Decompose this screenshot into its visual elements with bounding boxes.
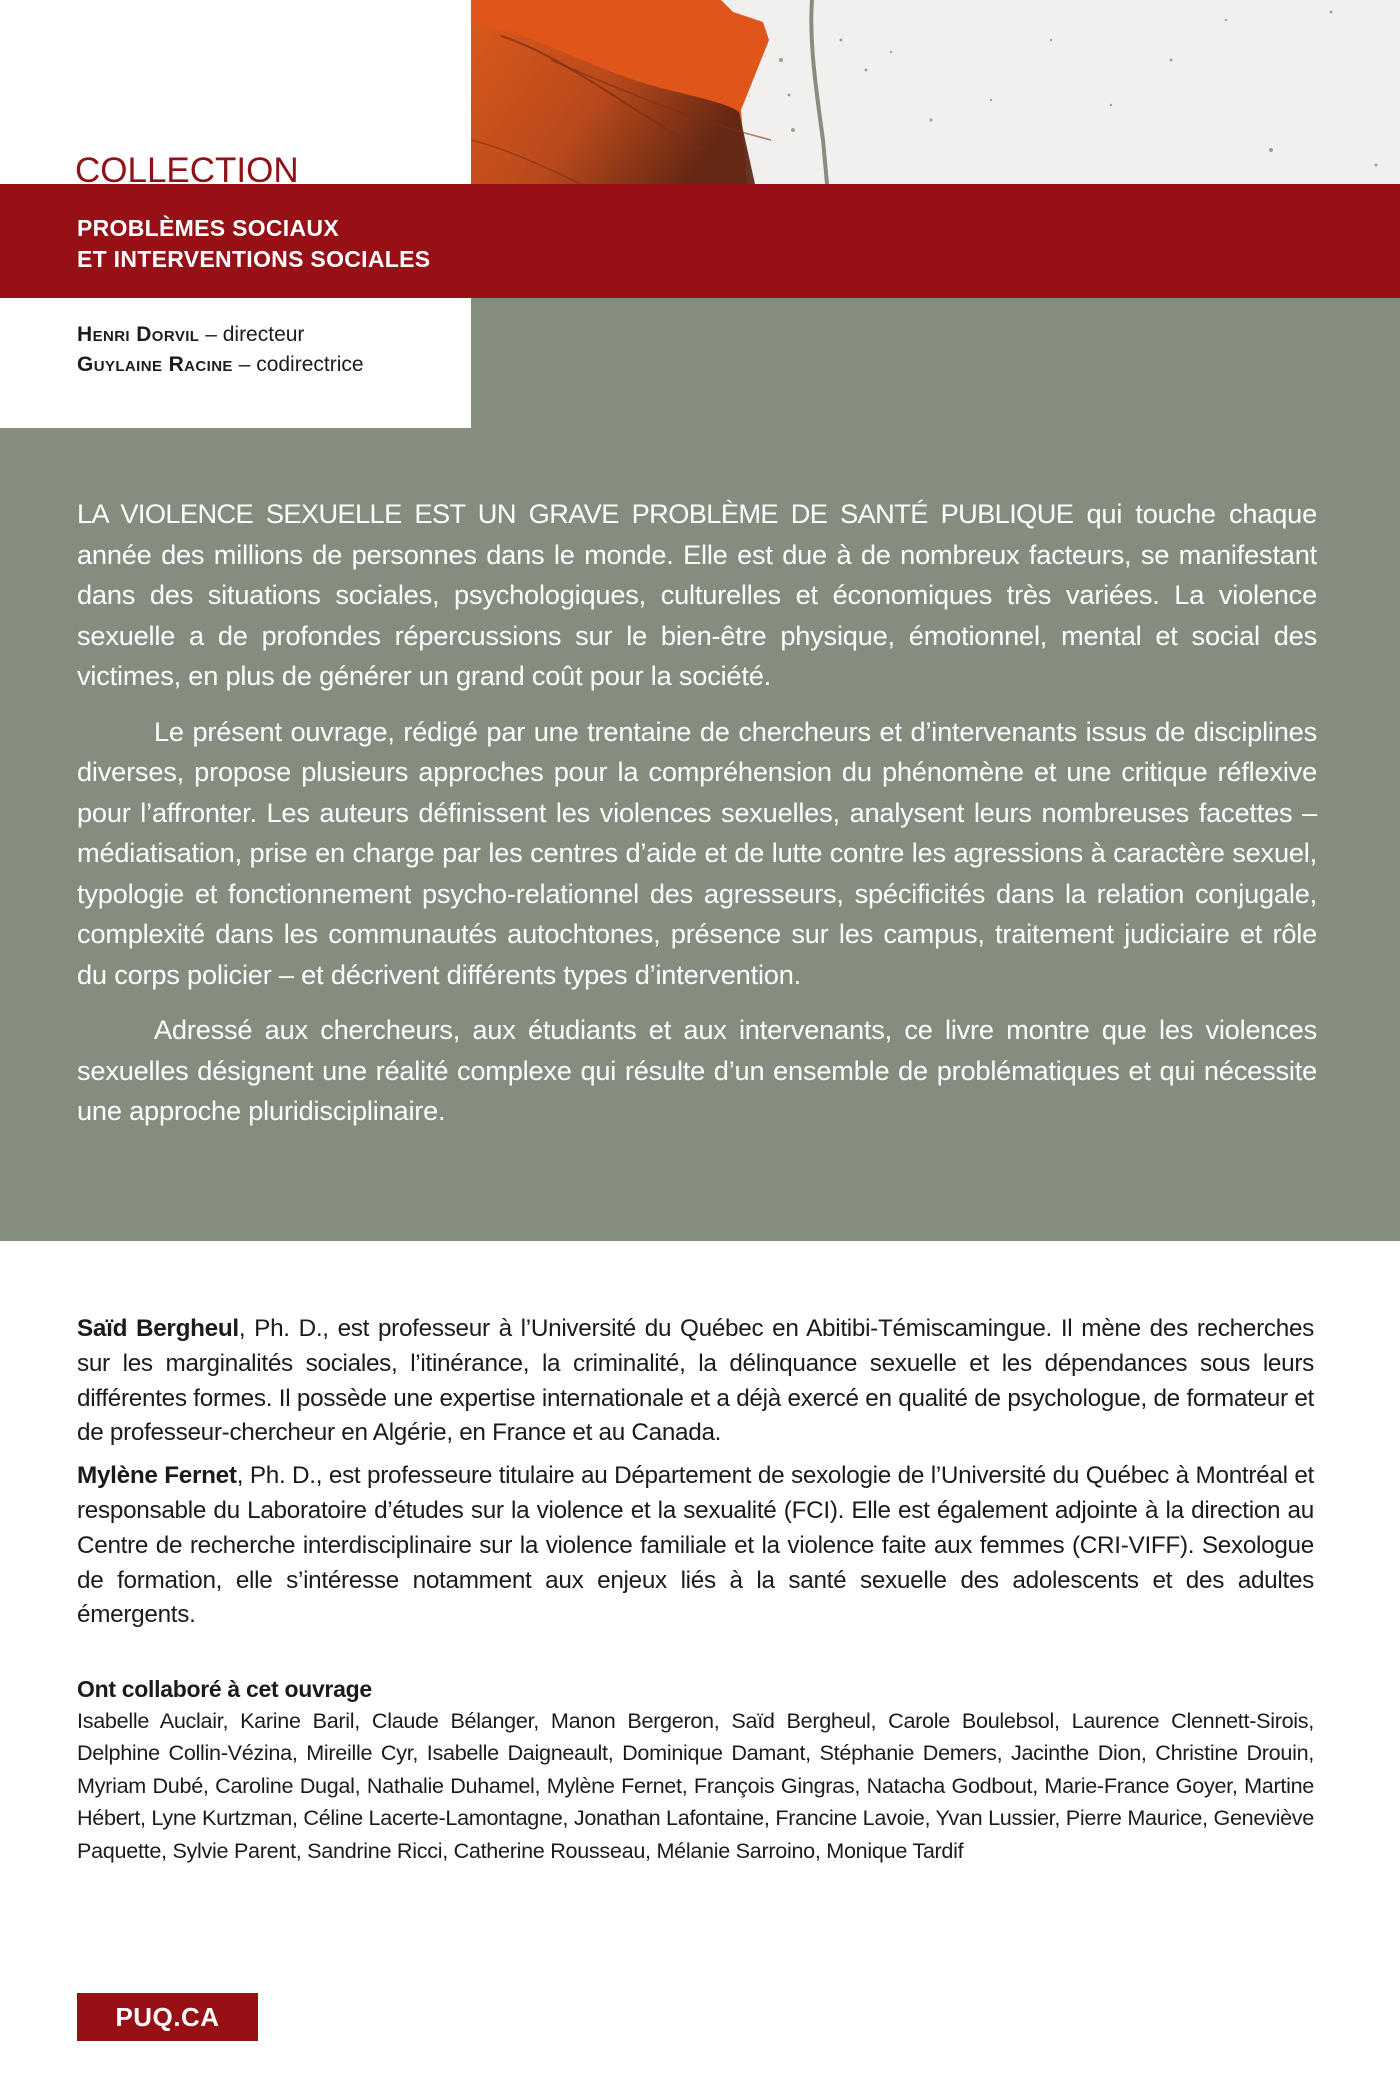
- description-lead: LA VIOLENCE SEXUELLE EST UN GRAVE PROBLÈME DE SANTÉ PUBLIQUE: [77, 498, 1074, 529]
- editor-role: – codirectrice: [232, 353, 364, 376]
- author-name: Saïd Bergheul: [77, 1315, 239, 1342]
- editor-name: Henri Dorvil: [77, 323, 200, 346]
- editor-codirector: [77, 350, 364, 380]
- author-name: Mylène Fernet: [77, 1462, 237, 1490]
- series-title: [77, 213, 430, 275]
- description-text: qui touche chaque année des millions de personnes dans le monde. Elle est due à de nombreux facteurs, se manifestant dans des situations sociales, psychologiques, culturelles et économiques très variées. La violence sexuelle a de profondes répercussions sur le bien-être physique, émotionnel, mental et social des victimes, en plus de générer un grand coût pour la société.: [77, 498, 1317, 691]
- series-band: [0, 184, 1400, 298]
- abstract-painting-illustration: [471, 0, 1400, 184]
- contributors-section: [77, 1673, 1314, 1867]
- editor-name: Guylaine Racine: [77, 353, 233, 376]
- author-bio-text: , Ph. D., est professeur à l’Université du Québec en Abitibi-Témiscamingue. Il mène des recherches sur les marginalités sociales, l’itinérance, la criminalité, la délinquance sexuelle et les dépendances sous leurs différentes formes. Il possède une expertise internationale et a déjà exercé en qualité de psychologue, de formateur et de professeur-chercheur en Algérie, en France et au Canada.: [77, 1315, 1315, 1447]
- cover-artwork: [471, 0, 1400, 184]
- editor-director: [77, 320, 364, 350]
- author-bios: [77, 1312, 1314, 1633]
- collection-label: COLLECTION: [75, 151, 299, 185]
- description-paragraph: Le présent ouvrage, rédigé par une trentaine de chercheurs et d’intervenants issus de disciplines diverses, propose plusieurs approches pour la compréhension du phénomène et une critique réflexive pour l’affronter. Les auteurs définissent les violences sexuelles, analysent leurs nombreuses facettes – médiatisation, prise en charge par les centres d’aide et de lutte contre les agressions à caractère sexuel, typologie et fonctionnement psycho-relationnel des agresseurs, spécificités dans la relation conjugale, complexité dans les communautés autochtones, présence sur les campus, traitement judiciaire et rôle du corps policier – et décrivent différents types d’intervention.: [77, 715, 1317, 990]
- description-paragraph: [77, 494, 1317, 697]
- series-title-line: ET INTERVENTIONS SOCIALES: [77, 246, 431, 272]
- description-paragraph: Adressé aux chercheurs, aux étudiants et aux intervenants, ce livre montre que les violences sexuelles désignent une réalité complexe qui résulte d’un ensemble de problématiques et qui nécessite une approche pluridisciplinaire.: [77, 1014, 1317, 1126]
- contributors-heading: Ont collaboré à cet ouvrage: [77, 1676, 372, 1702]
- contributors-list: Isabelle Auclair, Karine Baril, Claude Bélanger, Manon Bergeron, Saïd Bergheul, Carole Boulebsol, Laurence Clennett-Sirois, Delphine Collin-Vézina, Mireille Cyr, Isabelle Daigneault, Dominique Damant, Stéphanie Demers, Jacinthe Dion, Christine Drouin, Myriam Dubé, Caroline Dugal, Nathalie Duhamel, Mylène Fernet, François Gingras, Natacha Godbout, Marie-France Goyer, Martine Hébert, Lyne Kurtzman, Céline Lacerte-Lamontagne, Jonathan Lafontaine, Francine Lavoie, Yvan Lussier, Pierre Maurice, Geneviève Paquette, Sylvie Parent, Sandrine Ricci, Catherine Rousseau, Mélanie Sarroino, Monique Tardif: [77, 1708, 1314, 1863]
- series-title-line: PROBLÈMES SOCIAUX: [77, 215, 339, 241]
- author-bio: [77, 1459, 1314, 1633]
- author-bio-text: , Ph. D., est professeure titulaire au Département de sexologie de l’Université du Québec à Montréal et responsable du Laboratoire d’études sur la violence et la sexualité (FCI). Elle est également adjointe à la direction au Centre de recherche interdisciplinaire sur la violence familiale et la violence faite aux femmes (CRI-VIFF). Sexologue de formation, elle s’intéresse notamment aux enjeux liés à la santé sexuelle des adolescents et des adultes émergents.: [77, 1462, 1314, 1629]
- book-description: [77, 494, 1317, 1132]
- author-bio: [77, 1312, 1314, 1451]
- publisher-link-badge[interactable]: PUQ.CA: [77, 1993, 258, 2041]
- editor-role: – directeur: [199, 323, 305, 346]
- editors-list: [77, 320, 364, 380]
